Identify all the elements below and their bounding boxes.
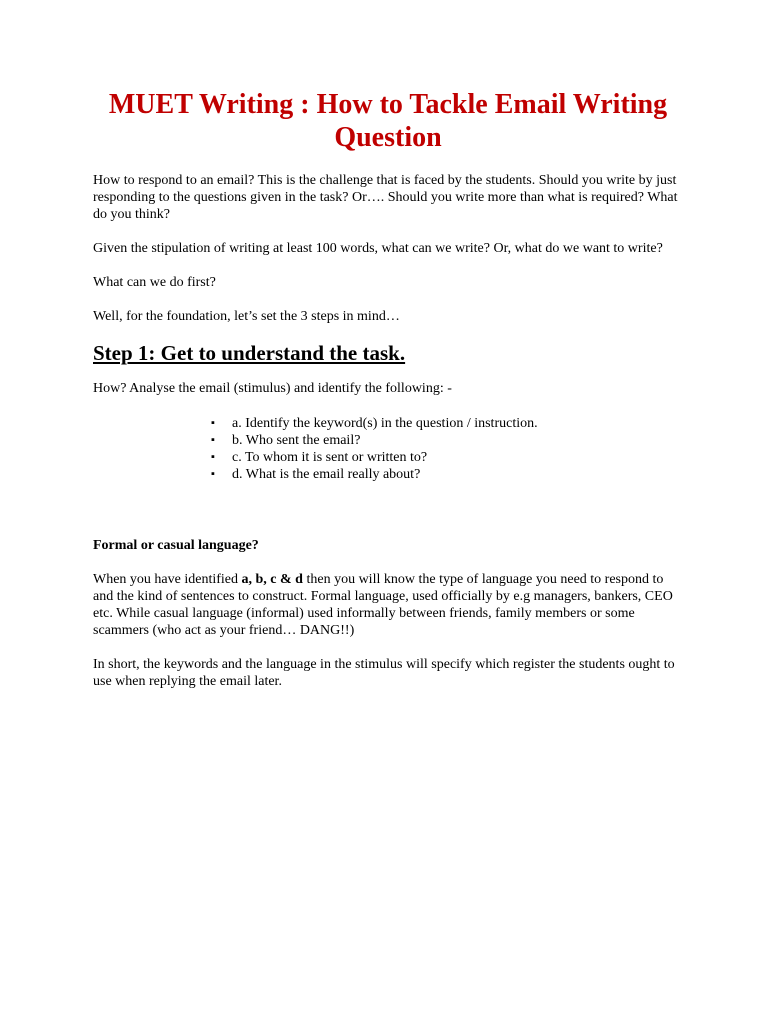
formal-paragraph-1-end: then you will know the type of language you need to respond to and the kind of sentences to construct. Formal language, used officially by e.g managers, bankers, CEO etc. While casual language (informal) used informally between friends, family members or some scammers (who act as your friend… DANG!!) (93, 572, 673, 638)
step1-bullet-list (93, 415, 683, 483)
list-item-text: c. To whom it is sent or written to? (232, 450, 428, 465)
formal-paragraph-1 (93, 571, 683, 639)
intro-paragraph-1: How to respond to an email? This is the challenge that is faced by the students. Should you write by just responding to the questions given in the task? Or…. Should you write more than what is required? What do you think? (93, 173, 678, 222)
step1-lead: How? Analyse the email (stimulus) and identify the following: - (93, 381, 452, 396)
intro-paragraph-4: Well, for the foundation, let’s set the 3 steps in mind… (93, 309, 400, 324)
intro-paragraph-3: What can we do first? (93, 275, 216, 290)
formal-casual-heading: Formal or casual language? (93, 538, 259, 553)
formal-paragraph-2: In short, the keywords and the language in the stimulus will specify which register the students ought to use when replying the email later. (93, 657, 675, 689)
list-item (211, 466, 683, 483)
page-title: MUET Writing : How to Tackle Email Writing Question (108, 89, 668, 153)
step1-heading: Step 1: Get to understand the task. (93, 341, 406, 365)
formal-paragraph-1-bold: a, b, c & d (241, 572, 303, 587)
intro-paragraph-2: Given the stipulation of writing at least 100 words, what can we write? Or, what do we want to write? (93, 241, 663, 256)
document-page (93, 88, 683, 690)
formal-paragraph-1-start: When you have identified (93, 572, 242, 587)
list-item (211, 432, 683, 449)
bullet-square-icon: ▪ (211, 434, 215, 446)
list-item-text: b. Who sent the email? (232, 433, 361, 448)
list-item-text: d. What is the email really about? (232, 467, 421, 482)
list-item (211, 415, 683, 432)
list-item (211, 449, 683, 466)
bullet-square-icon: ▪ (211, 451, 215, 463)
bullet-square-icon: ▪ (211, 468, 215, 480)
list-item-text: a. Identify the keyword(s) in the question / instruction. (232, 416, 538, 431)
bullet-square-icon: ▪ (211, 417, 215, 429)
